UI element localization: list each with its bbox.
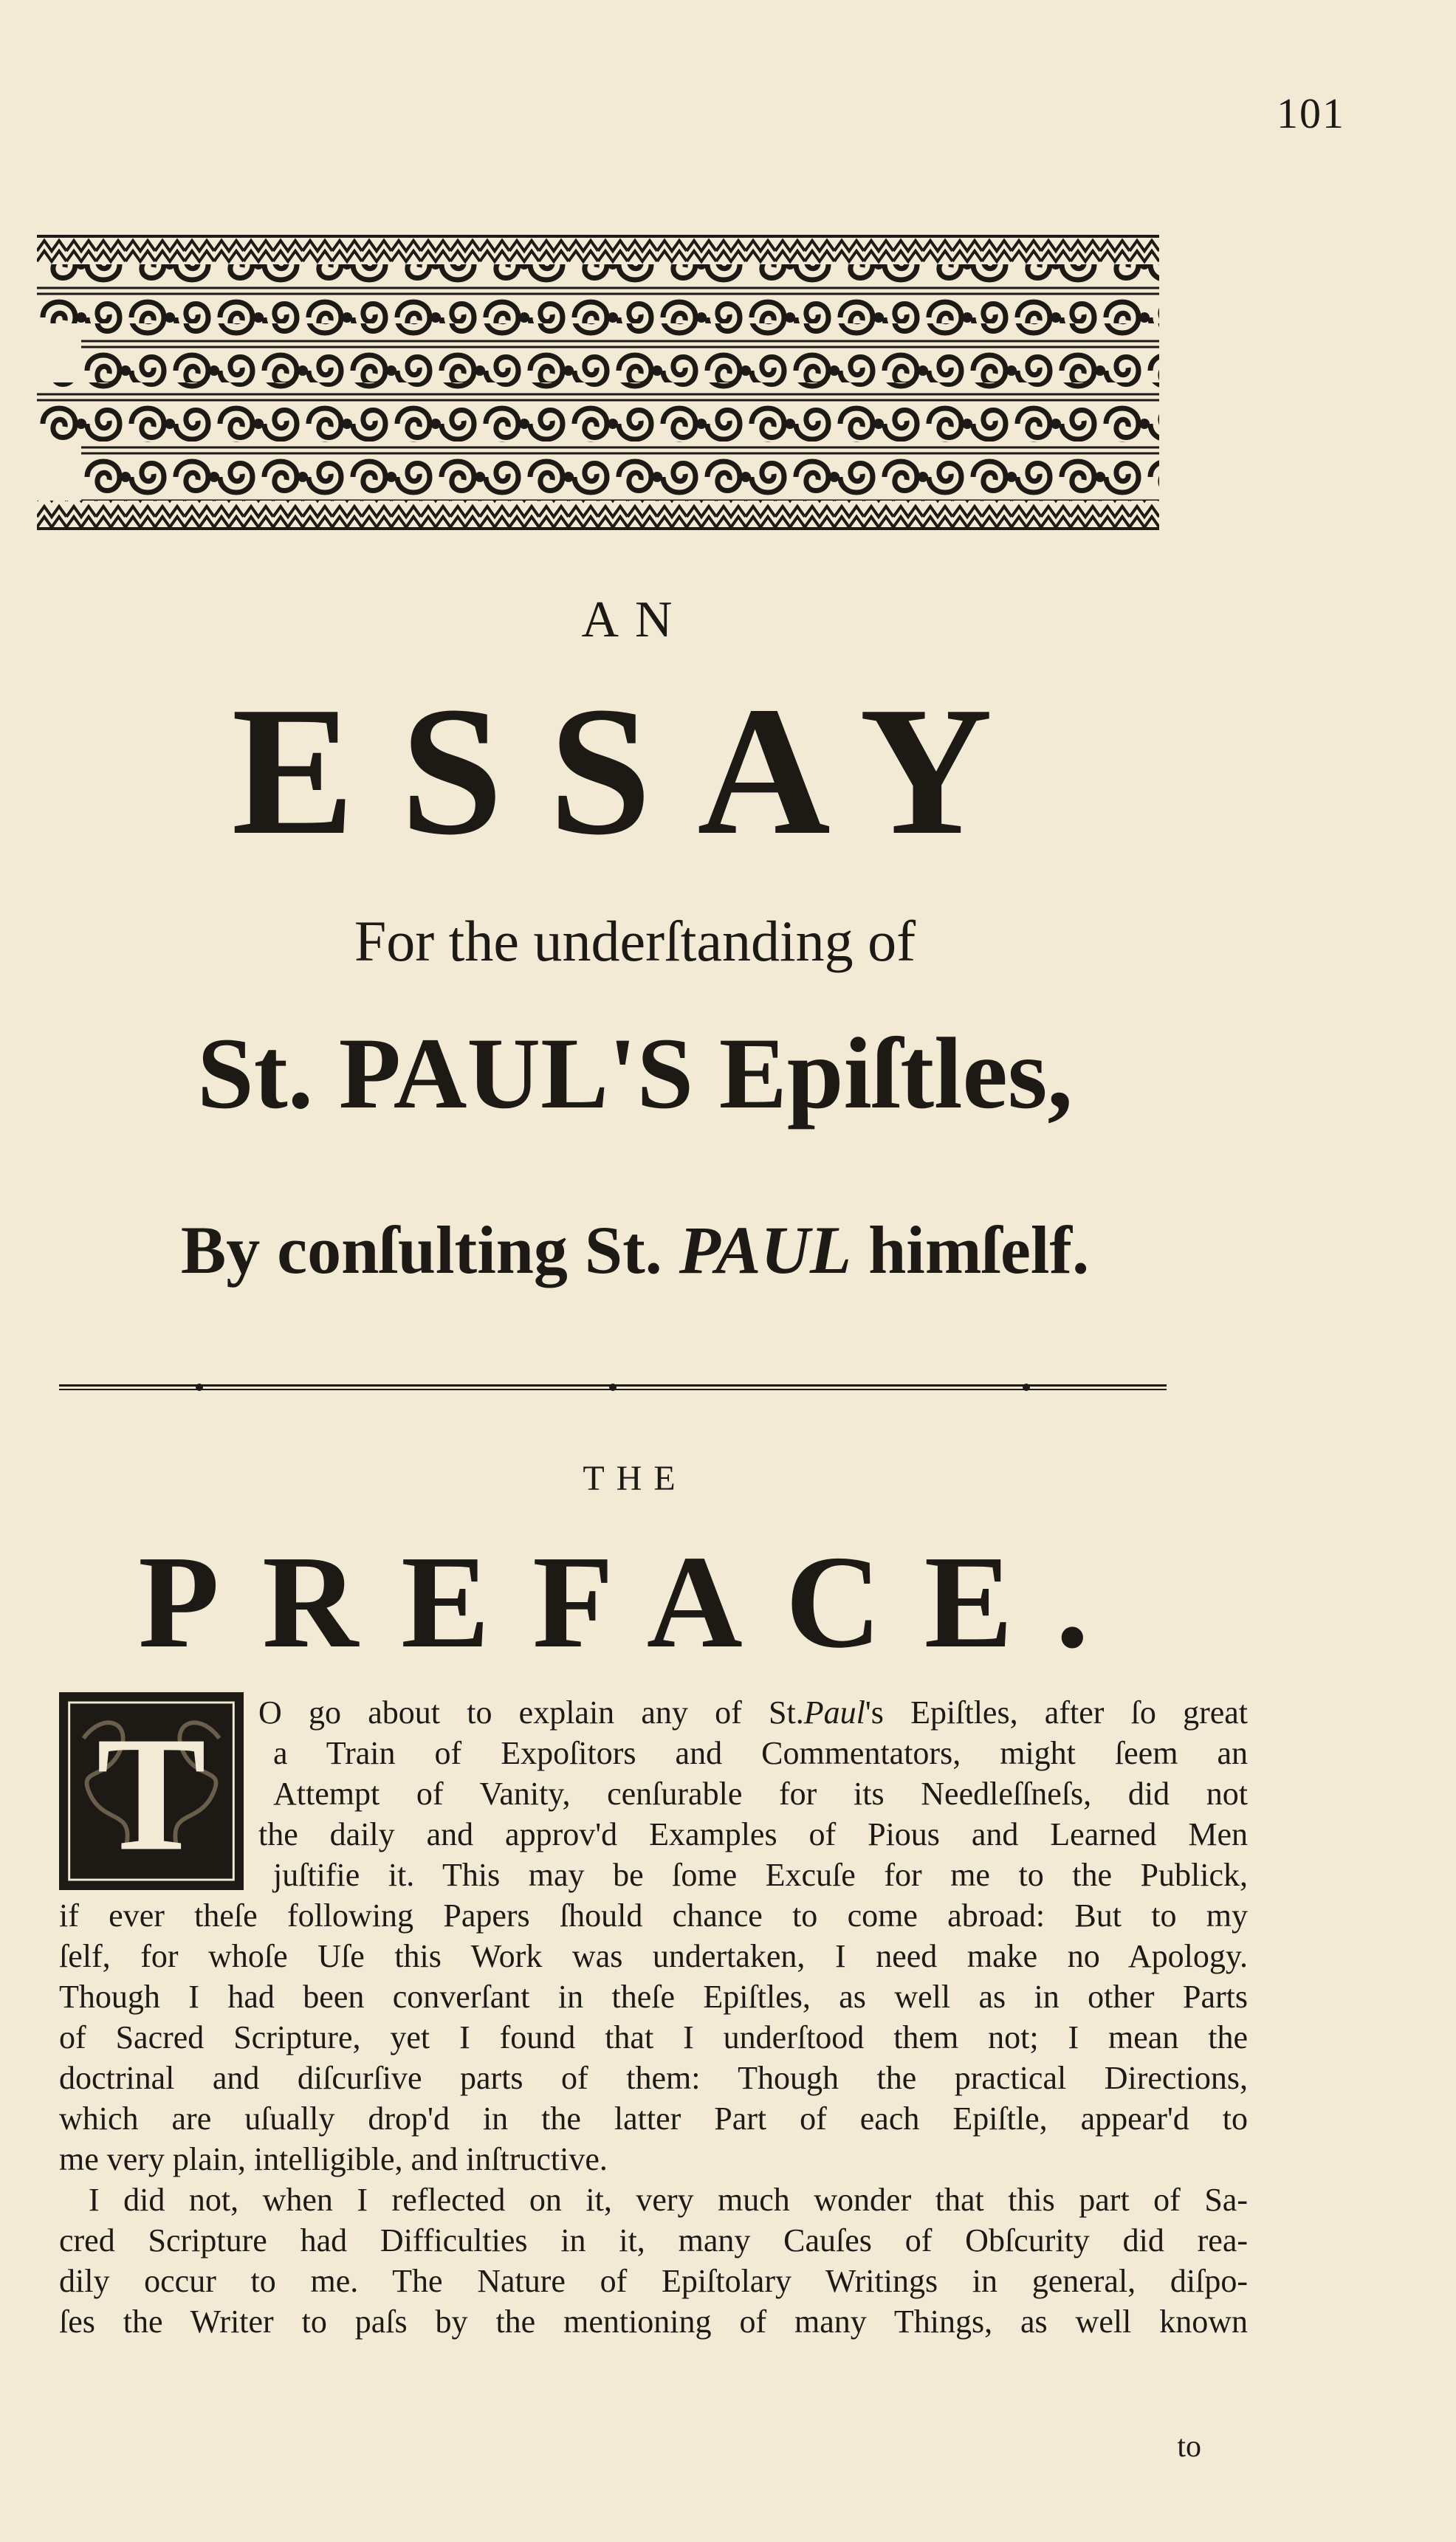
- preface-the: THE: [583, 1459, 687, 1498]
- body-line: [258, 1692, 1248, 1733]
- ornamental-headpiece: [37, 235, 1159, 530]
- body-line: of Sacred Scripture, yet I found that I underſtood them not; I mean the: [59, 2019, 1248, 2055]
- body-line: I did not, when I reflected on it, very much wonder that this part of Sa-: [89, 2182, 1248, 2218]
- title-subtitle: For the underſtanding of: [354, 909, 916, 973]
- body-line: dily occur to me. The Nature of Epiſtolary Writings in general, diſpo-: [59, 2263, 1248, 2299]
- body-line: doctrinal and diſcurſive parts of them: Though the practical Directions,: [59, 2060, 1248, 2096]
- title-epistles: St. PAUL'S Epiſtles,: [197, 1017, 1073, 1130]
- body-line-italic: Paul: [803, 1694, 865, 1731]
- body-line: the daily and approv'd Examples of Pious and Learned Men: [258, 1816, 1248, 1852]
- title-by-line: [0, 1211, 1270, 1289]
- page-number: 101: [1277, 89, 1345, 137]
- drop-cap: [59, 1692, 244, 1890]
- body-line: ſelf, for whoſe Uſe this Work was undertaken, I need make no Apology.: [59, 1938, 1248, 1974]
- body-line: if ever theſe following Papers ſhould chance to come abroad: But to my: [59, 1897, 1248, 1934]
- body-line: ſes the Writer to paſs by the mentioning of many Things, as well known: [59, 2304, 1248, 2340]
- body-line: juſtifie it. This may be ſome Excuſe for me to the Publick,: [273, 1857, 1248, 1893]
- body-line: me very plain, intelligible, and inſtructive.: [59, 2141, 608, 2177]
- title-by-pre: By conſulting St.: [180, 1212, 662, 1288]
- body-line: cred Scripture had Difficulties in it, many Cauſes of Obſcurity did rea-: [59, 2222, 1248, 2258]
- title-by-name: PAUL: [679, 1212, 852, 1288]
- body-line: a Train of Expoſitors and Commentators, might ſeem an: [273, 1735, 1248, 1771]
- title-by-post: himſelf.: [868, 1212, 1090, 1288]
- body-line: Attempt of Vanity, cenſurable for its Needleſſneſs, did not: [273, 1776, 1248, 1812]
- catchword: to: [1177, 2430, 1201, 2464]
- title-essay: ESSAY: [231, 669, 1039, 873]
- body-line-text: O go about to explain any of St.: [258, 1694, 804, 1731]
- rule-ornament-icon: [59, 1382, 1167, 1392]
- drop-cap-ornament-icon: [62, 1695, 241, 1887]
- body-line-text: 's Epiſtles, after ſo great: [865, 1694, 1249, 1731]
- headpiece-ornament-icon: [37, 238, 1159, 527]
- decorative-rule: [59, 1382, 1167, 1392]
- body-line: which are uſually drop'd in the latter Part of each Epiſtle, appear'd to: [59, 2100, 1248, 2137]
- preface-heading: PREFACE.: [138, 1528, 1132, 1675]
- body-line: Though I had been converſant in theſe Epiſtles, as well as in other Parts: [59, 1979, 1248, 2015]
- drop-cap-letter: T: [96, 1703, 207, 1886]
- title-an: AN: [581, 591, 689, 648]
